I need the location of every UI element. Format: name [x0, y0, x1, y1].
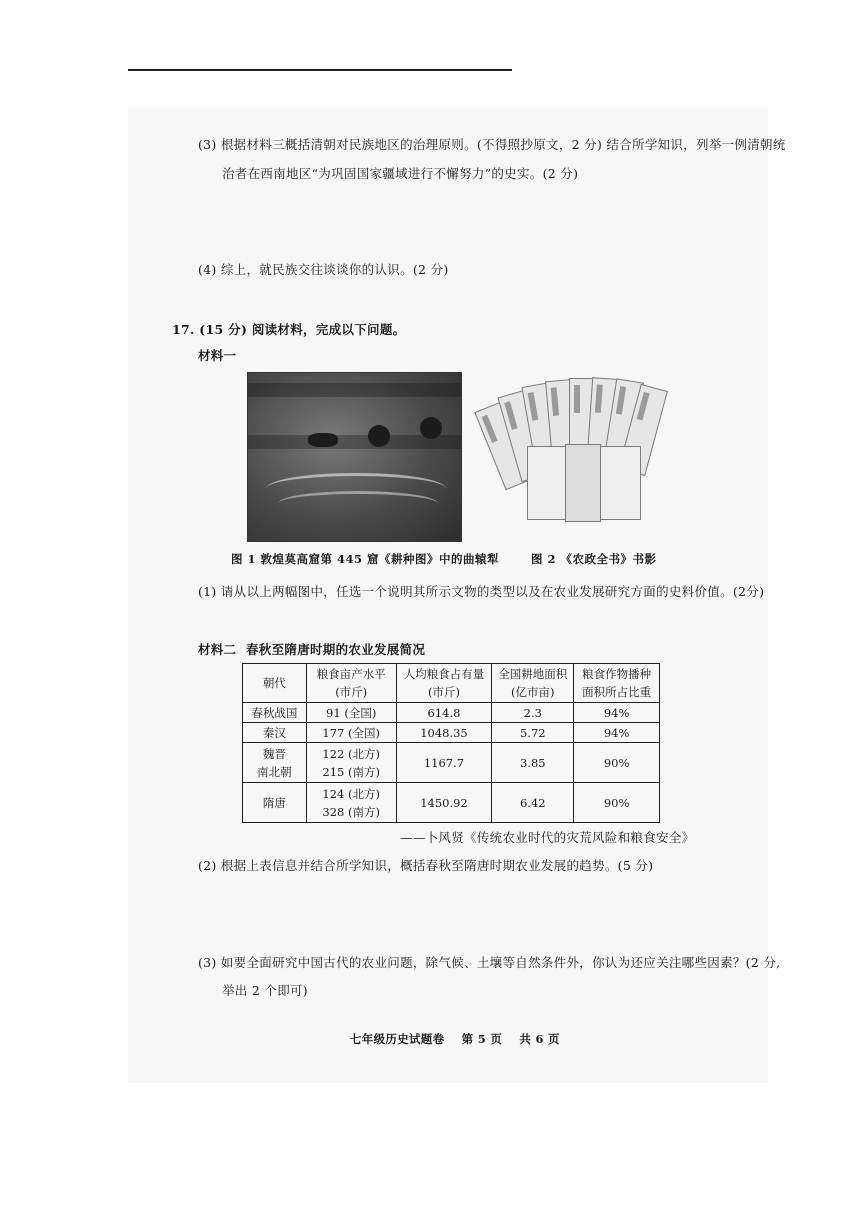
- q16-part3-line1: (3) 根据材料三概括清朝对民族地区的治理原则。(不得照抄原文，2 分) 结合所学知识，列举一例清朝统: [198, 137, 786, 152]
- material2-label: 材料二: [198, 642, 237, 657]
- cell-area: 3.85: [492, 743, 574, 783]
- q17-part3-line1: (3) 如要全面研究中国古代的农业问题，除气候、土壤等自然条件外，你认为还应关注哪些因素？(2 分,: [198, 955, 781, 970]
- cell-share: 90%: [574, 783, 660, 823]
- page-footer: 七年级历史试题卷 第 5 页 共 6 页: [350, 1032, 560, 1046]
- figure2-caption: 图 2 《农政全书》书影: [531, 552, 657, 566]
- cell-area: 6.42: [492, 783, 574, 823]
- cell-dynasty: 秦汉: [243, 723, 307, 743]
- header-dynasty: 朝代: [243, 664, 307, 703]
- cell-area: 5.72: [492, 723, 574, 743]
- table-row: [243, 743, 660, 783]
- cell-yield: 91 (全国): [306, 703, 396, 723]
- cell-per-capita: 1167.7: [396, 743, 492, 783]
- cell-per-capita: 1450.92: [396, 783, 492, 823]
- cell-share: 90%: [574, 743, 660, 783]
- q17-part1: (1) 请从以上两幅图中，任选一个说明其所示文物的类型以及在农业发展研究方面的史料价值。(2分): [198, 584, 765, 599]
- cell-area: 2.3: [492, 703, 574, 723]
- cell-yield: 122 (北方) 215 (南方): [306, 743, 396, 783]
- top-rule: [128, 69, 512, 71]
- header-share: 粮食作物播种 面积所占比重: [574, 664, 660, 703]
- nongzheng-quanshu-books-image: [487, 378, 672, 524]
- cell-yield: 124 (北方) 328 (南方): [306, 783, 396, 823]
- header-area: 全国耕地面积 (亿市亩): [492, 664, 574, 703]
- figure1-caption: 图 1 敦煌莫高窟第 445 窟《耕种图》中的曲辕犁: [231, 552, 500, 566]
- header-yield: 粮食亩产水平 (市斤): [306, 664, 396, 703]
- table-row: [243, 703, 660, 723]
- cell-per-capita: 1048.35: [396, 723, 492, 743]
- material2-title: 春秋至隋唐时期的农业发展简况: [246, 642, 426, 657]
- cell-share: 94%: [574, 703, 660, 723]
- table-header-row: [243, 664, 660, 703]
- q16-part3-line2: 治者在西南地区“为巩固国家疆域进行不懈努力”的史实。(2 分): [222, 166, 579, 181]
- dunhuang-mural-image: [247, 372, 462, 542]
- q17-header: 17. (15 分) 阅读材料，完成以下问题。: [172, 322, 406, 337]
- table-row: [243, 723, 660, 743]
- q17-part3-line2: 举出 2 个即可): [222, 983, 308, 998]
- cell-dynasty: 春秋战国: [243, 703, 307, 723]
- table-row: [243, 783, 660, 823]
- q17-part2: (2) 根据上表信息并结合所学知识，概括春秋至隋唐时期农业发展的趋势。(5 分): [198, 858, 654, 873]
- cell-share: 94%: [574, 723, 660, 743]
- cell-per-capita: 614.8: [396, 703, 492, 723]
- header-per-capita: 人均粮食占有量 (市斤): [396, 664, 492, 703]
- cell-yield: 177 (全国): [306, 723, 396, 743]
- cell-dynasty: 隋唐: [243, 783, 307, 823]
- table-source: ——卜风贤《传统农业时代的灾荒风险和粮食安全》: [400, 830, 695, 845]
- material1-label: 材料一: [198, 348, 237, 363]
- cell-dynasty: 魏晋 南北朝: [243, 743, 307, 783]
- q16-part4: (4) 综上，就民族交往谈谈你的认识。(2 分): [198, 262, 449, 277]
- agriculture-table: [242, 663, 660, 823]
